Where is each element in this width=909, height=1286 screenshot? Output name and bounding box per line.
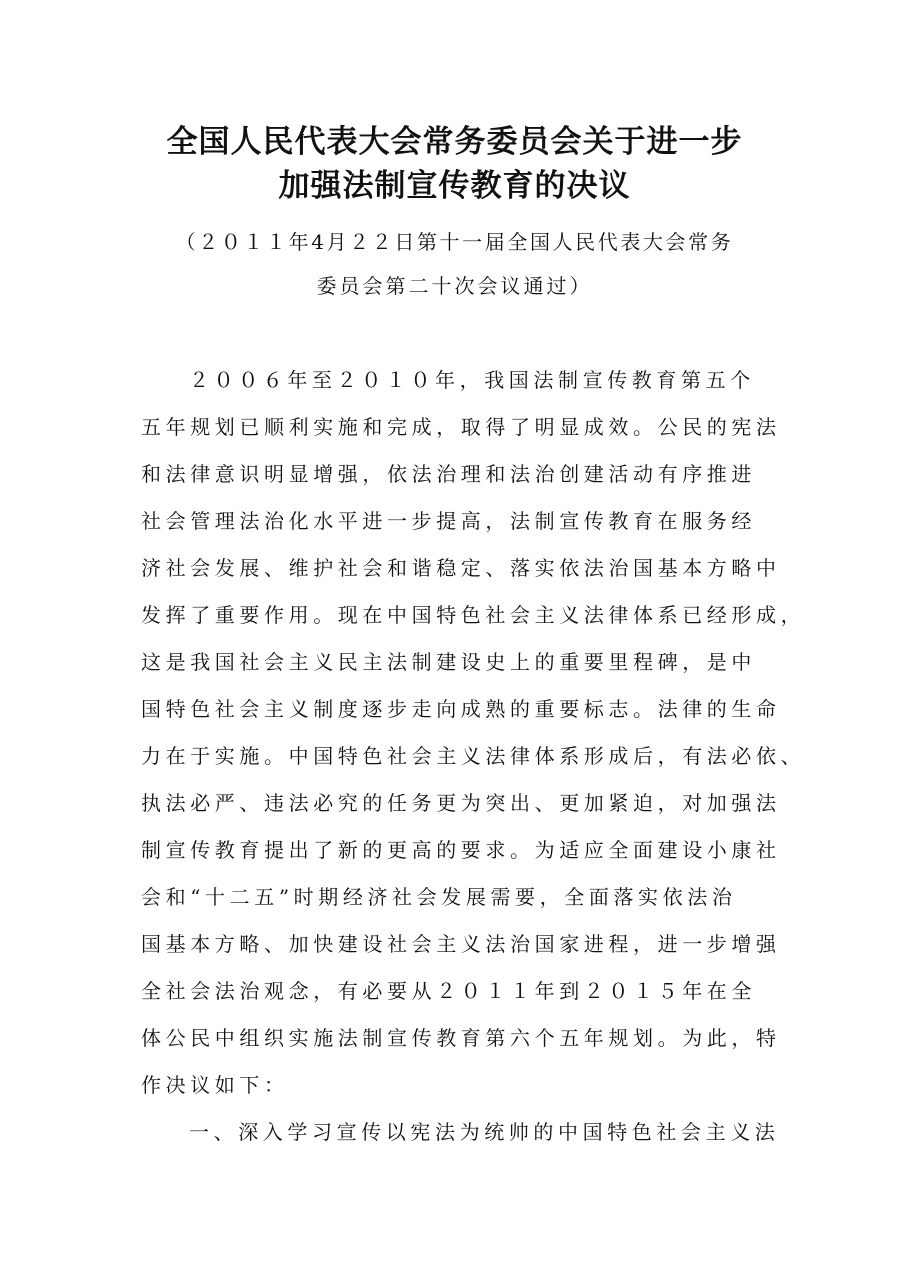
body-line: 五年规划已顺利实施和完成，取得了明显成效。公民的宪法 xyxy=(141,415,781,439)
body-line: 全社会法治观念，有必要从２０１１年到２０１５年在全 xyxy=(141,979,756,1003)
body-line: 执法必严、违法必究的任务更为突出、更加紧迫，对加强法 xyxy=(141,791,781,815)
body-line: 发挥了重要作用。现在中国特色社会主义法律体系已经形成， xyxy=(141,603,806,627)
body-line: 作决议如下： xyxy=(141,1073,289,1097)
body-line: 体公民中组织实施法制宣传教育第六个五年规划。为此，特 xyxy=(141,1026,781,1050)
body-line: ２００６年至２０１０年，我国法制宣传教育第五个 xyxy=(189,368,755,392)
body-line: 社会管理法治化水平进一步提高，法制宣传教育在服务经 xyxy=(141,509,756,533)
document-title-line-2: 加强法制宣传教育的决议 xyxy=(278,168,631,204)
body-line: 和法律意识明显增强，依法治理和法治创建活动有序推进 xyxy=(141,462,756,486)
body-line: 制宣传教育提出了新的更高的要求。为适应全面建设小康社 xyxy=(141,838,781,862)
document-subtitle-line-1: （２０１１年4月２２日第十一届全国人民代表大会常务 xyxy=(175,230,734,254)
document-title-line-1: 全国人民代表大会常务委员会关于进一步 xyxy=(166,124,743,160)
body-line: 一、深入学习宣传以宪法为统帅的中国特色社会主义法 xyxy=(189,1120,780,1144)
document-subtitle-line-2: 委员会第二十次会议通过） xyxy=(316,274,593,298)
body-line: 济社会发展、维护社会和谐稳定、落实依法治国基本方略中 xyxy=(141,556,781,580)
body-line: 力在于实施。中国特色社会主义法律体系形成后，有法必依、 xyxy=(141,744,806,768)
body-line: 这是我国社会主义民主法制建设史上的重要里程碑，是中 xyxy=(141,650,756,674)
body-line: 国基本方略、加快建设社会主义法治国家进程，进一步增强 xyxy=(141,932,781,956)
body-line: 会和“十二五”时期经济社会发展需要，全面落实依法治 xyxy=(141,885,737,909)
body-line: 国特色社会主义制度逐步走向成熟的重要标志。法律的生命 xyxy=(141,697,781,721)
